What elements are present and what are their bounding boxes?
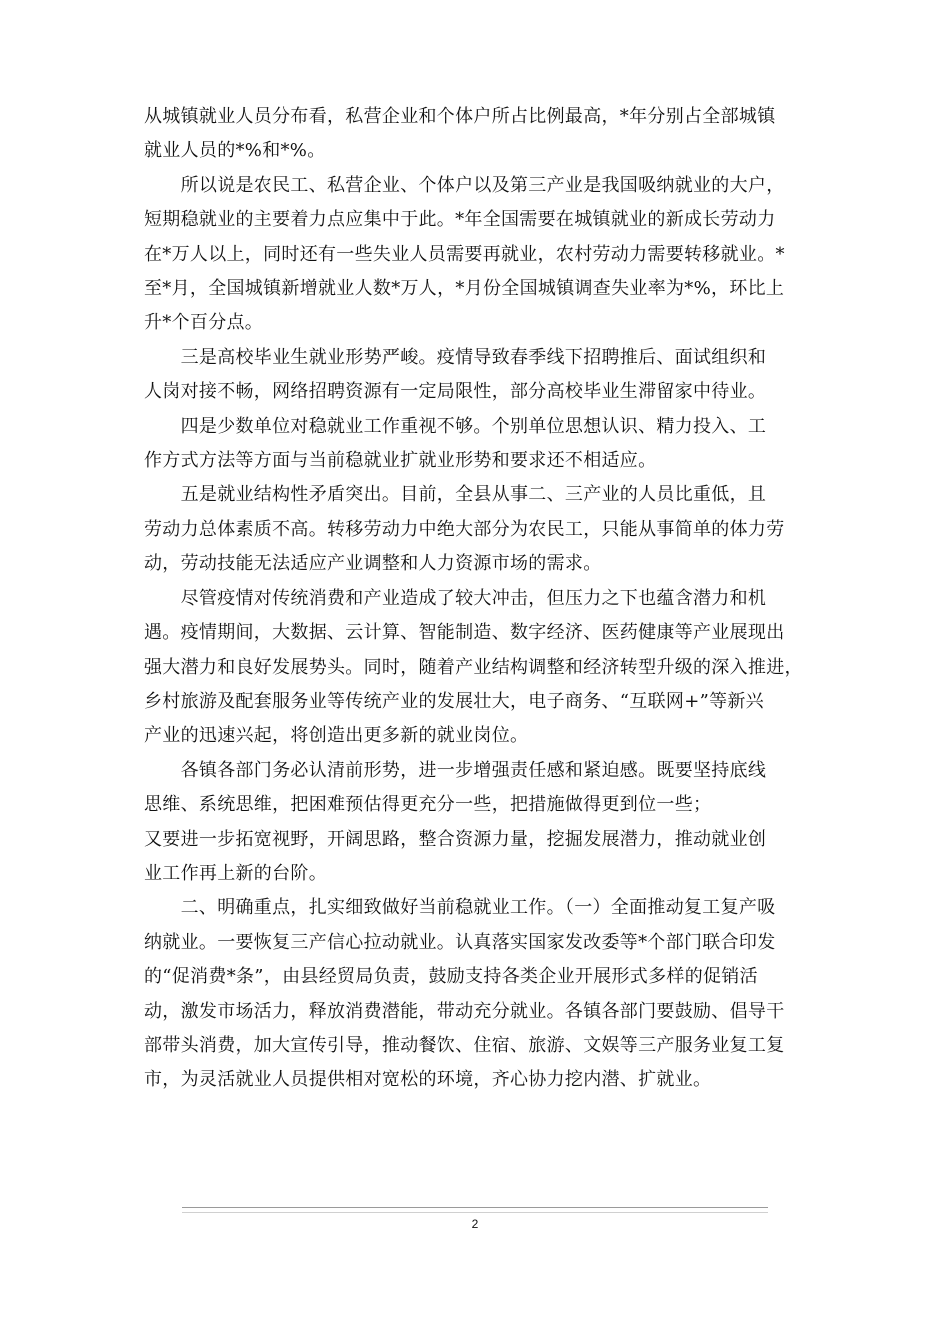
text-line: 动，激发市场活力，释放消费潜能，带动充分就业。各镇各部门要鼓励、倡导干: [144, 1000, 785, 1022]
text-line: 又要进一步拓宽视野，开阔思路，整合资源力量，挖掘发展潜力，推动就业创: [144, 828, 767, 850]
text-line: 人岗对接不畅，网络招聘资源有一定局限性，部分高校毕业生滞留家中待业。: [144, 381, 767, 403]
text-line: 业工作再上新的台阶。: [144, 862, 327, 884]
text-line: 所以说是农民工、私营企业、个体户以及第三产业是我国吸纳就业的大户，: [144, 174, 785, 196]
text-line: 在*万人以上，同时还有一些失业人员需要再就业，农村劳动力需要转移就业。*: [144, 243, 785, 265]
text-line: 从城镇就业人员分布看，私营企业和个体户所占比例最高，*年分别占全部城镇: [144, 106, 776, 127]
text-line: 动，劳动技能无法适应产业调整和人力资源市场的需求。: [144, 553, 602, 575]
text-line: 各镇各部门务必认清前形势，进一步增强责任感和紧迫感。既要坚持底线: [144, 759, 767, 781]
text-line: 四是少数单位对稳就业工作重视不够。个别单位思想认识、精力投入、工: [144, 415, 767, 437]
footer-divider: [182, 1207, 768, 1213]
text-line: 强大潜力和良好发展势头。同时，随着产业结构调整和经济转型升级的深入推进，: [144, 656, 803, 678]
text-line: 就业人员的*%和*%。: [144, 140, 326, 162]
text-line: 升*个百分点。: [144, 312, 264, 334]
text-line: 部带头消费，加大宣传引导，推动餐饮、住宿、旅游、文娱等三产服务业复工复: [144, 1034, 785, 1056]
text-line: 五是就业结构性矛盾突出。目前，全县从事二、三产业的人员比重低，且: [144, 484, 767, 506]
text-line: 短期稳就业的主要着力点应集中于此。*年全国需要在城镇就业的新成长劳动力: [144, 209, 776, 231]
text-line: 的“促消费*条”，由县经贸局负责，鼓励支持各类企业开展形式多样的促销活: [144, 966, 758, 988]
text-line: 思维、系统思维，把困难预估得更充分一些，把措施做得更到位一些；: [144, 794, 712, 816]
text-line: 乡村旅游及配套服务业等传统产业的发展壮大，电子商务、“互联网+”等新兴: [144, 690, 764, 712]
text-line: 作方式方法等方面与当前稳就业扩就业形势和要求还不相适应。: [144, 450, 657, 472]
text-line: 二、明确重点，扎实细致做好当前稳就业工作。（一）全面推动复工复产吸: [144, 897, 776, 919]
document-body: [144, 100, 816, 1098]
text-line: 至*月，全国城镇新增就业人数*万人，*月份全国城镇调查失业率为*%，环比上: [144, 278, 785, 300]
text-line: 三是高校毕业生就业形势严峻。疫情导致春季线下招聘推后、面试组织和: [144, 346, 767, 368]
text-line: 劳动力总体素质不高。转移劳动力中绝大部分为农民工，只能从事简单的体力劳: [144, 518, 785, 540]
text-line: 尽管疫情对传统消费和产业造成了较大冲击，但压力之下也蕴含潜力和机: [144, 587, 767, 609]
text-line: 市，为灵活就业人员提供相对宽松的环境，齐心协力挖内潜、扩就业。: [144, 1069, 712, 1091]
page-number: 2: [471, 1217, 479, 1231]
text-line: 纳就业。一要恢复三产信心拉动就业。认真落实国家发改委等*个部门联合印发: [144, 931, 776, 953]
text-line: 产业的迅速兴起，将创造出更多新的就业岗位。: [144, 725, 529, 747]
text-line: 遇。疫情期间，大数据、云计算、智能制造、数字经济、医药健康等产业展现出: [144, 622, 785, 644]
